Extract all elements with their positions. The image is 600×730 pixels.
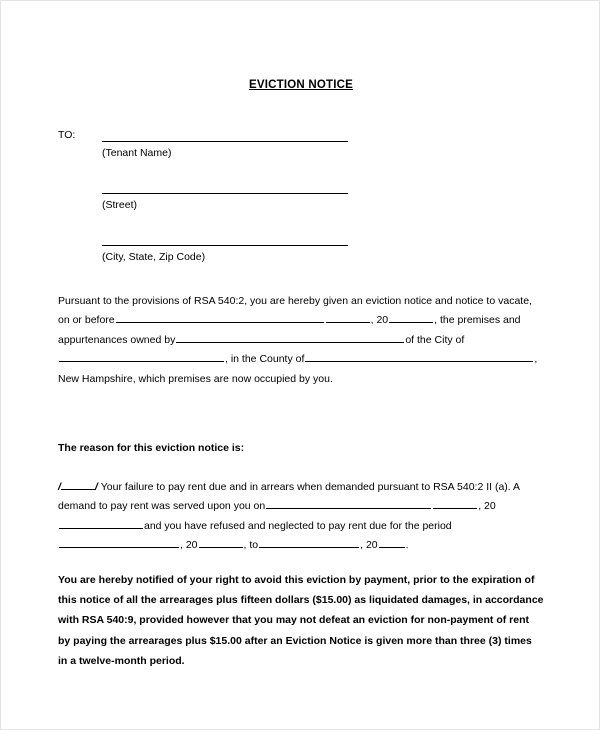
reason-item-end: . [405, 539, 409, 552]
tenant-name-caption: (Tenant Name) [102, 147, 172, 159]
marker-close-slash: / [94, 480, 98, 493]
street-input-rule[interactable] [102, 181, 348, 194]
reason-year-prefix-1: , 20 [478, 500, 496, 513]
notice-paragraph-text-1: Pursuant to the provisions of RSA 540:2, you are hereby given an eviction notice and notice to vacate, on or before [58, 295, 532, 327]
tenant-name-field-group [102, 129, 352, 159]
demand-served-date-blank-extra[interactable] [433, 497, 477, 509]
to-label: TO: [58, 129, 76, 141]
period-end-year-blank[interactable] [379, 536, 405, 548]
payment-notice-paragraph: You are hereby notified of your right to avoid this eviction by payment, prior to the expiration of this notice of all the arrearages plus fifteen dollars ($15.00) as liquidated damages, in accordance with RSA 540:9, provided however that you may not defeat an eviction for non-payment of rent by paying the arrearages plus $15.00 after an Eviction Notice is given more than three (3) times in a twelve-month period. [58, 574, 544, 667]
city-blank[interactable] [59, 350, 224, 362]
vacate-year-blank[interactable] [389, 311, 433, 323]
reason-item-text-3: , to [243, 539, 259, 552]
vacate-date-blank[interactable] [116, 311, 324, 323]
notice-paragraph-text-5: , New Hampshire, which premises are now occupied by you. [58, 353, 538, 385]
street-field-group [102, 181, 352, 211]
marker-slot[interactable] [61, 478, 95, 490]
page-title: EVICTION NOTICE [249, 79, 353, 91]
reason-item [58, 478, 544, 556]
tenant-name-input-rule[interactable] [102, 129, 348, 142]
reason-year-prefix-2: , 20 [180, 539, 198, 552]
owner-name-blank[interactable] [176, 331, 404, 343]
demand-served-year-blank[interactable] [59, 517, 143, 529]
reason-item-text-1: Your failure to pay rent due and in arrears when demanded pursuant to RSA 540:2 II (a). A demand to pay rent was served upon you on [58, 480, 520, 513]
notice-year-prefix-1: , 20 [370, 314, 389, 327]
reason-item-text-2: and you have refused and neglected to pay rent due for the period [144, 519, 452, 532]
marker-open-slash: / [58, 480, 61, 493]
payment-notice-block [58, 570, 544, 671]
period-end-blank[interactable] [259, 536, 359, 548]
city-state-zip-field-group [102, 233, 352, 263]
notice-paragraph-text-2: , the premises and appurtenances owned by [58, 314, 521, 346]
city-state-zip-input-rule[interactable] [102, 233, 348, 246]
period-start-blank[interactable] [59, 536, 179, 548]
street-caption: (Street) [102, 199, 138, 211]
title-row [58, 75, 544, 93]
reason-heading: The reason for this eviction notice is: [58, 442, 245, 454]
notice-body-block [58, 292, 544, 389]
reason-checkbox-marker[interactable] [58, 481, 98, 493]
reason-block [58, 439, 544, 555]
city-state-zip-caption: (City, State, Zip Code) [102, 251, 206, 263]
recipient-fields [102, 129, 352, 285]
period-start-year-blank[interactable] [199, 536, 243, 548]
vacate-date-blank-extra[interactable] [326, 311, 370, 323]
notice-paragraph-text-4: , in the County of [225, 353, 305, 366]
notice-paragraph-text-3: of the City of [405, 333, 465, 346]
county-blank[interactable] [305, 350, 533, 362]
demand-served-date-blank[interactable] [266, 497, 431, 509]
reason-year-prefix-3: , 20 [360, 539, 378, 552]
notice-paragraph [58, 292, 544, 389]
